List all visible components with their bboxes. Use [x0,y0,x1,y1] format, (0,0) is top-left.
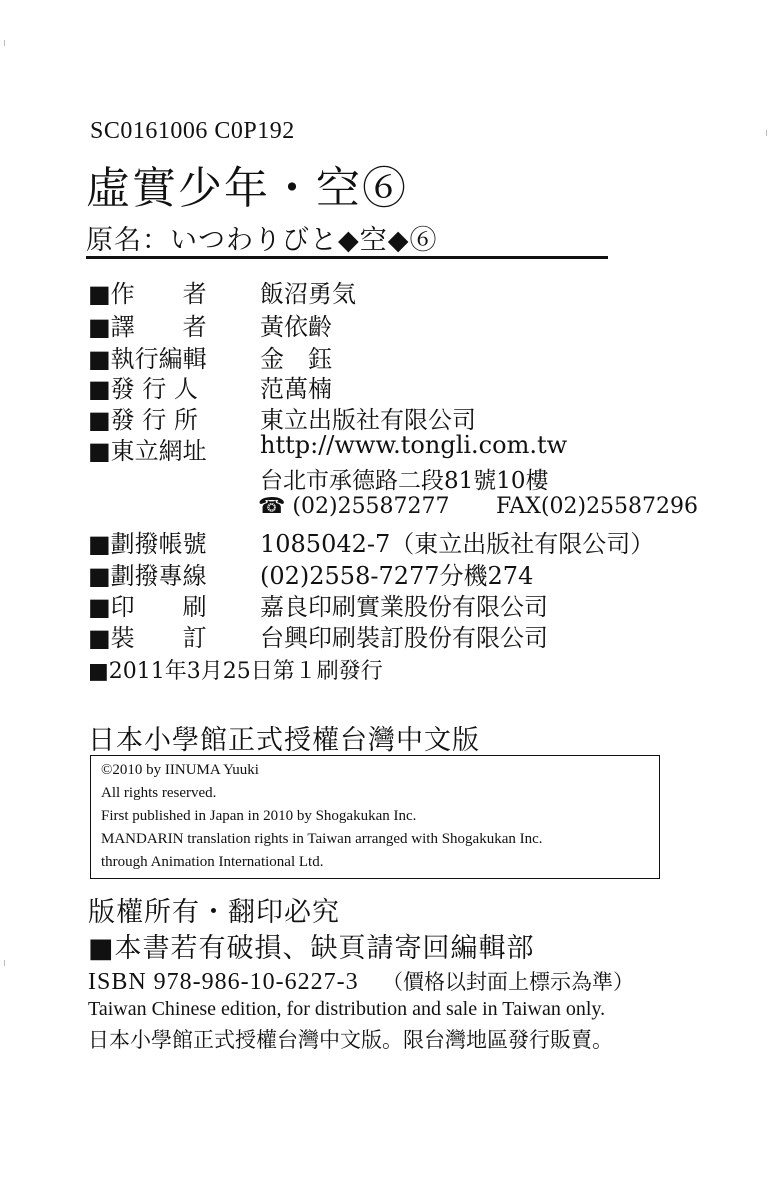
title-divider [86,256,608,259]
authorization-heading: 日本小學館正式授權台灣中文版 [88,725,480,756]
copyright-line: ©2010 by IINUMA Yuuki [101,762,259,778]
territory-note: 日本小學館正式授權台灣中文版。限台灣地區發行販賣。 [88,1028,613,1052]
credit-label: ■發 行 人 [88,375,198,403]
original-title: 原名：いつわりびと◆空◆⑥ [86,225,438,256]
phone-line [258,494,450,519]
phone-icon: ☎ [258,494,286,519]
print-date: ■2011年3月25日第１刷發行 [88,659,383,684]
credit-label: ■譯 者 [88,313,207,341]
credit-value: 黃依齡 [260,313,332,341]
copyright-line: through Animation International Ltd. [101,854,324,870]
rights-notice: 版權所有・翻印必究 [88,897,340,928]
book-title: 虛實少年・空⑥ [86,163,408,214]
scan-mark [4,960,5,966]
fax-number: FAX(02)25587296 [496,494,699,519]
scan-mark [766,130,767,136]
address: 台北市承德路二段81號10樓 [260,468,549,494]
price-note: （價格以封面上標示為準） [381,970,634,994]
isbn-line [88,966,634,996]
credit-label: ■劃撥帳號 [88,530,207,558]
copyright-line: First published in Japan in 2010 by Shogakukan Inc. [101,808,417,824]
credit-label: ■劃撥專線 [88,562,207,590]
website-url: http://www.tongli.com.tw [260,431,568,459]
credit-label: ■發 行 所 [88,406,198,434]
credit-value: 金 鈺 [260,345,332,373]
phone-number: (02)25587277 [292,494,450,519]
credit-value: 飯沼勇気 [260,280,356,308]
credit-value: (02)2558-7277分機274 [260,562,534,590]
edition-note: Taiwan Chinese edition, for distribution and sale in Taiwan only. [88,998,606,1020]
credit-value: 台興印刷裝訂股份有限公司 [260,624,548,652]
book-code: SC0161006 C0P192 [90,118,295,144]
credit-value: 范萬楠 [260,375,332,403]
copyright-box [90,755,660,879]
credit-label: ■東立網址 [88,437,207,465]
credit-value: 1085042-7（東立出版社有限公司） [260,530,655,558]
credit-value: 東立出版社有限公司 [260,406,476,434]
credit-label: ■作 者 [88,280,207,308]
credit-label: ■印 刷 [88,593,207,621]
credit-value: 嘉良印刷實業股份有限公司 [260,593,548,621]
copyright-line: MANDARIN translation rights in Taiwan arranged with Shogakukan Inc. [101,831,543,847]
copyright-line: All rights reserved. [101,785,217,801]
credit-label: ■執行編輯 [88,345,207,373]
isbn-number: ISBN 978-986-10-6227-3 [88,969,359,995]
scan-mark [4,40,5,46]
damage-notice: ■本書若有破損、缺頁請寄回編輯部 [88,933,535,964]
credit-label: ■裝 訂 [88,624,207,652]
